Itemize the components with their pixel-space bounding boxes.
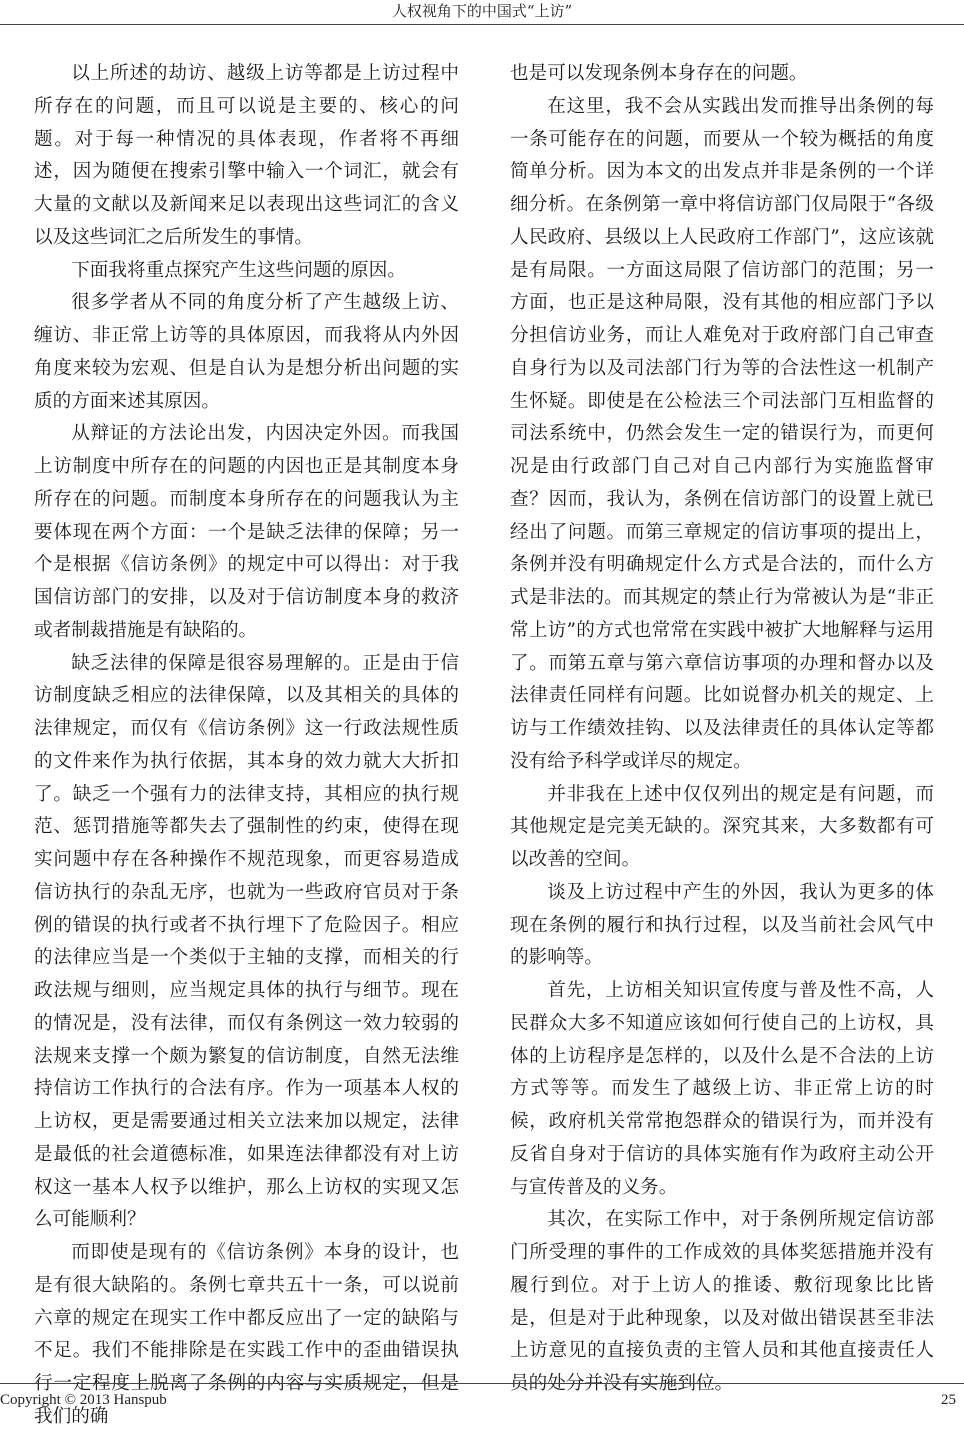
- right-column: [510, 58, 934, 1394]
- paragraph: 缺乏法律的保障是很容易理解的。正是由于信访制度缺乏相应的法律保障，以及其相关的具体的法律规定，而仅有《信访条例》这一行政法规性质的文件来作为执行依据，其本身的效力就大大折扣了。缺乏一个强有力的法律支持，其相应的执行规范、惩罚措施等都失去了强制性的约束，使得在现实问题中存在各种操作不规范现象，而更容易造成信访执行的杂乱无序，也就为一些政府官员对于条例的错误的执行或者不执行埋下了危险因子。相应的法律应当是一个类似于主轴的支撑，而相关的行政法规与细则，应当规定具体的执行与细节。现在的情况是，没有法律，而仅有条例这一效力较弱的法规来支撑一个颇为繁复的信访制度，自然无法维持信访工作执行的合法有序。作为一项基本人权的上访权，更是需要通过相关立法来加以规定，法律是最低的社会道德标准，如果连法律都没有对上访权这一基本人权予以维护，那么上访权的实现又怎么可能顺利？: [34, 652, 459, 1231]
- paragraph-continuation: 也是可以发现条例本身存在的问题。: [510, 63, 808, 84]
- paragraph: 以上所述的劫访、越级上访等都是上访过程中所存在的问题，而且可以说是主要的、核心的问题。对于每一种情况的具体表现，作者将不再细述，因为随便在搜索引擎中输入一个词汇，就会有大量的文献以及新闻来足以表现出这些词汇的含义以及这些词汇之后所发生的事情。: [34, 63, 459, 248]
- page-number: 25: [941, 1392, 956, 1408]
- footer-divider: [0, 1383, 964, 1384]
- paragraph: 而即使是现有的《信访条例》本身的设计，也是有很大缺陷的。条例七章共五十一条，可以说前六章的规定在现实工作中都反应出了一定的缺陷与不足。我们不能排除是在实践工作中的歪曲错误执行一定程度上脱离了条例的内容与实质规定，但是我们的确: [34, 1242, 459, 1427]
- paragraph: 其次，在实际工作中，对于条例所规定信访部门所受理的事件的工作成效的具体奖惩措施并没有履行到位。对于上访人的推诿、敷衍现象比比皆是，但是对于此种现象，以及对做出错误甚至非法上访意见的直接负责的主管人员和其他直接责任人员的处分并没有实施到位。: [510, 1209, 934, 1394]
- paragraph: 谈及上访过程中产生的外因，我认为更多的体现在条例的履行和执行过程，以及当前社会风气中的影响等。: [510, 881, 934, 969]
- paragraph: 下面我将重点探究产生这些问题的原因。: [71, 259, 406, 281]
- paragraph: 并非我在上述中仅仅列出的规定是有问题，而其他规定是完美无缺的。深究其来，大多数都有可以改善的空间。: [510, 783, 934, 870]
- paragraph: 首先，上访相关知识宣传度与普及性不高，人民群众大多不知道应该如何行使自己的上访权，具体的上访程序是怎样的，以及什么是不合法的上访方式等等。而发生了越级上访、非正常上访的时候，政府机关常常抱怨群众的错误行为，而并没有反省自身对于信访的具体实施有作为政府主动公开与宣传普及的义务。: [510, 980, 934, 1198]
- paragraph: 很多学者从不同的角度分析了产生越级上访、缠访、非正常上访等的具体原因，而我将从内外因角度来较为宏观、但是自认为是想分析出问题的实质的方面来述其原因。: [34, 292, 459, 412]
- header-divider: [0, 24, 964, 25]
- paragraph: 在这里，我不会从实践出发而推导出条例的每一条可能存在的问题，而要从一个较为概括的角度简单分析。因为本文的出发点并非是条例的一个详细分析。在条例第一章中将信访部门仅局限于“各级人民政府、县级以上人民政府工作部门”，这应该就是有局限。一方面这局限了信访部门的范围；另一方面，也正是这种局限，没有其他的相应部门予以分担信访业务，而让人难免对于政府部门自己审查自身行为以及司法部门行为等的合法性这一机制产生怀疑。即使是在公检法三个司法部门互相监督的司法系统中，仍然会发生一定的错误行为，而更何况是由行政部门自己对自己内部行为实施监督审查？因而，我认为，条例在信访部门的设置上就已经出了问题。而第三章规定的信访事项的提出上，条例并没有明确规定什么方式是合法的，而什么方式是非法的。而其规定的禁止行为常被认为是“非正常上访”的方式也常常在实践中被扩大地解释与运用了。而第五章与第六章信访事项的办理和督办以及法律责任同样有问题。比如说督办机关的规定、上访与工作绩效挂钩、以及法律责任的具体认定等都没有给予科学或详尽的规定。: [510, 95, 934, 772]
- copyright-notice: Copyright © 2013 Hanspub: [0, 1392, 167, 1408]
- running-header: 人权视角下的中国式“上访”: [391, 2, 573, 20]
- paragraph: 从辩证的方法论出发，内因决定外因。而我国上访制度中所存在的问题的内因也正是其制度本身所存在的问题。而制度本身所存在的问题我认为主要体现在两个方面：一个是缺乏法律的保障；另一个是根据《信访条例》的规定中可以得出：对于我国信访部门的安排，以及对于信访制度本身的救济或者制裁措施是有缺陷的。: [34, 423, 459, 641]
